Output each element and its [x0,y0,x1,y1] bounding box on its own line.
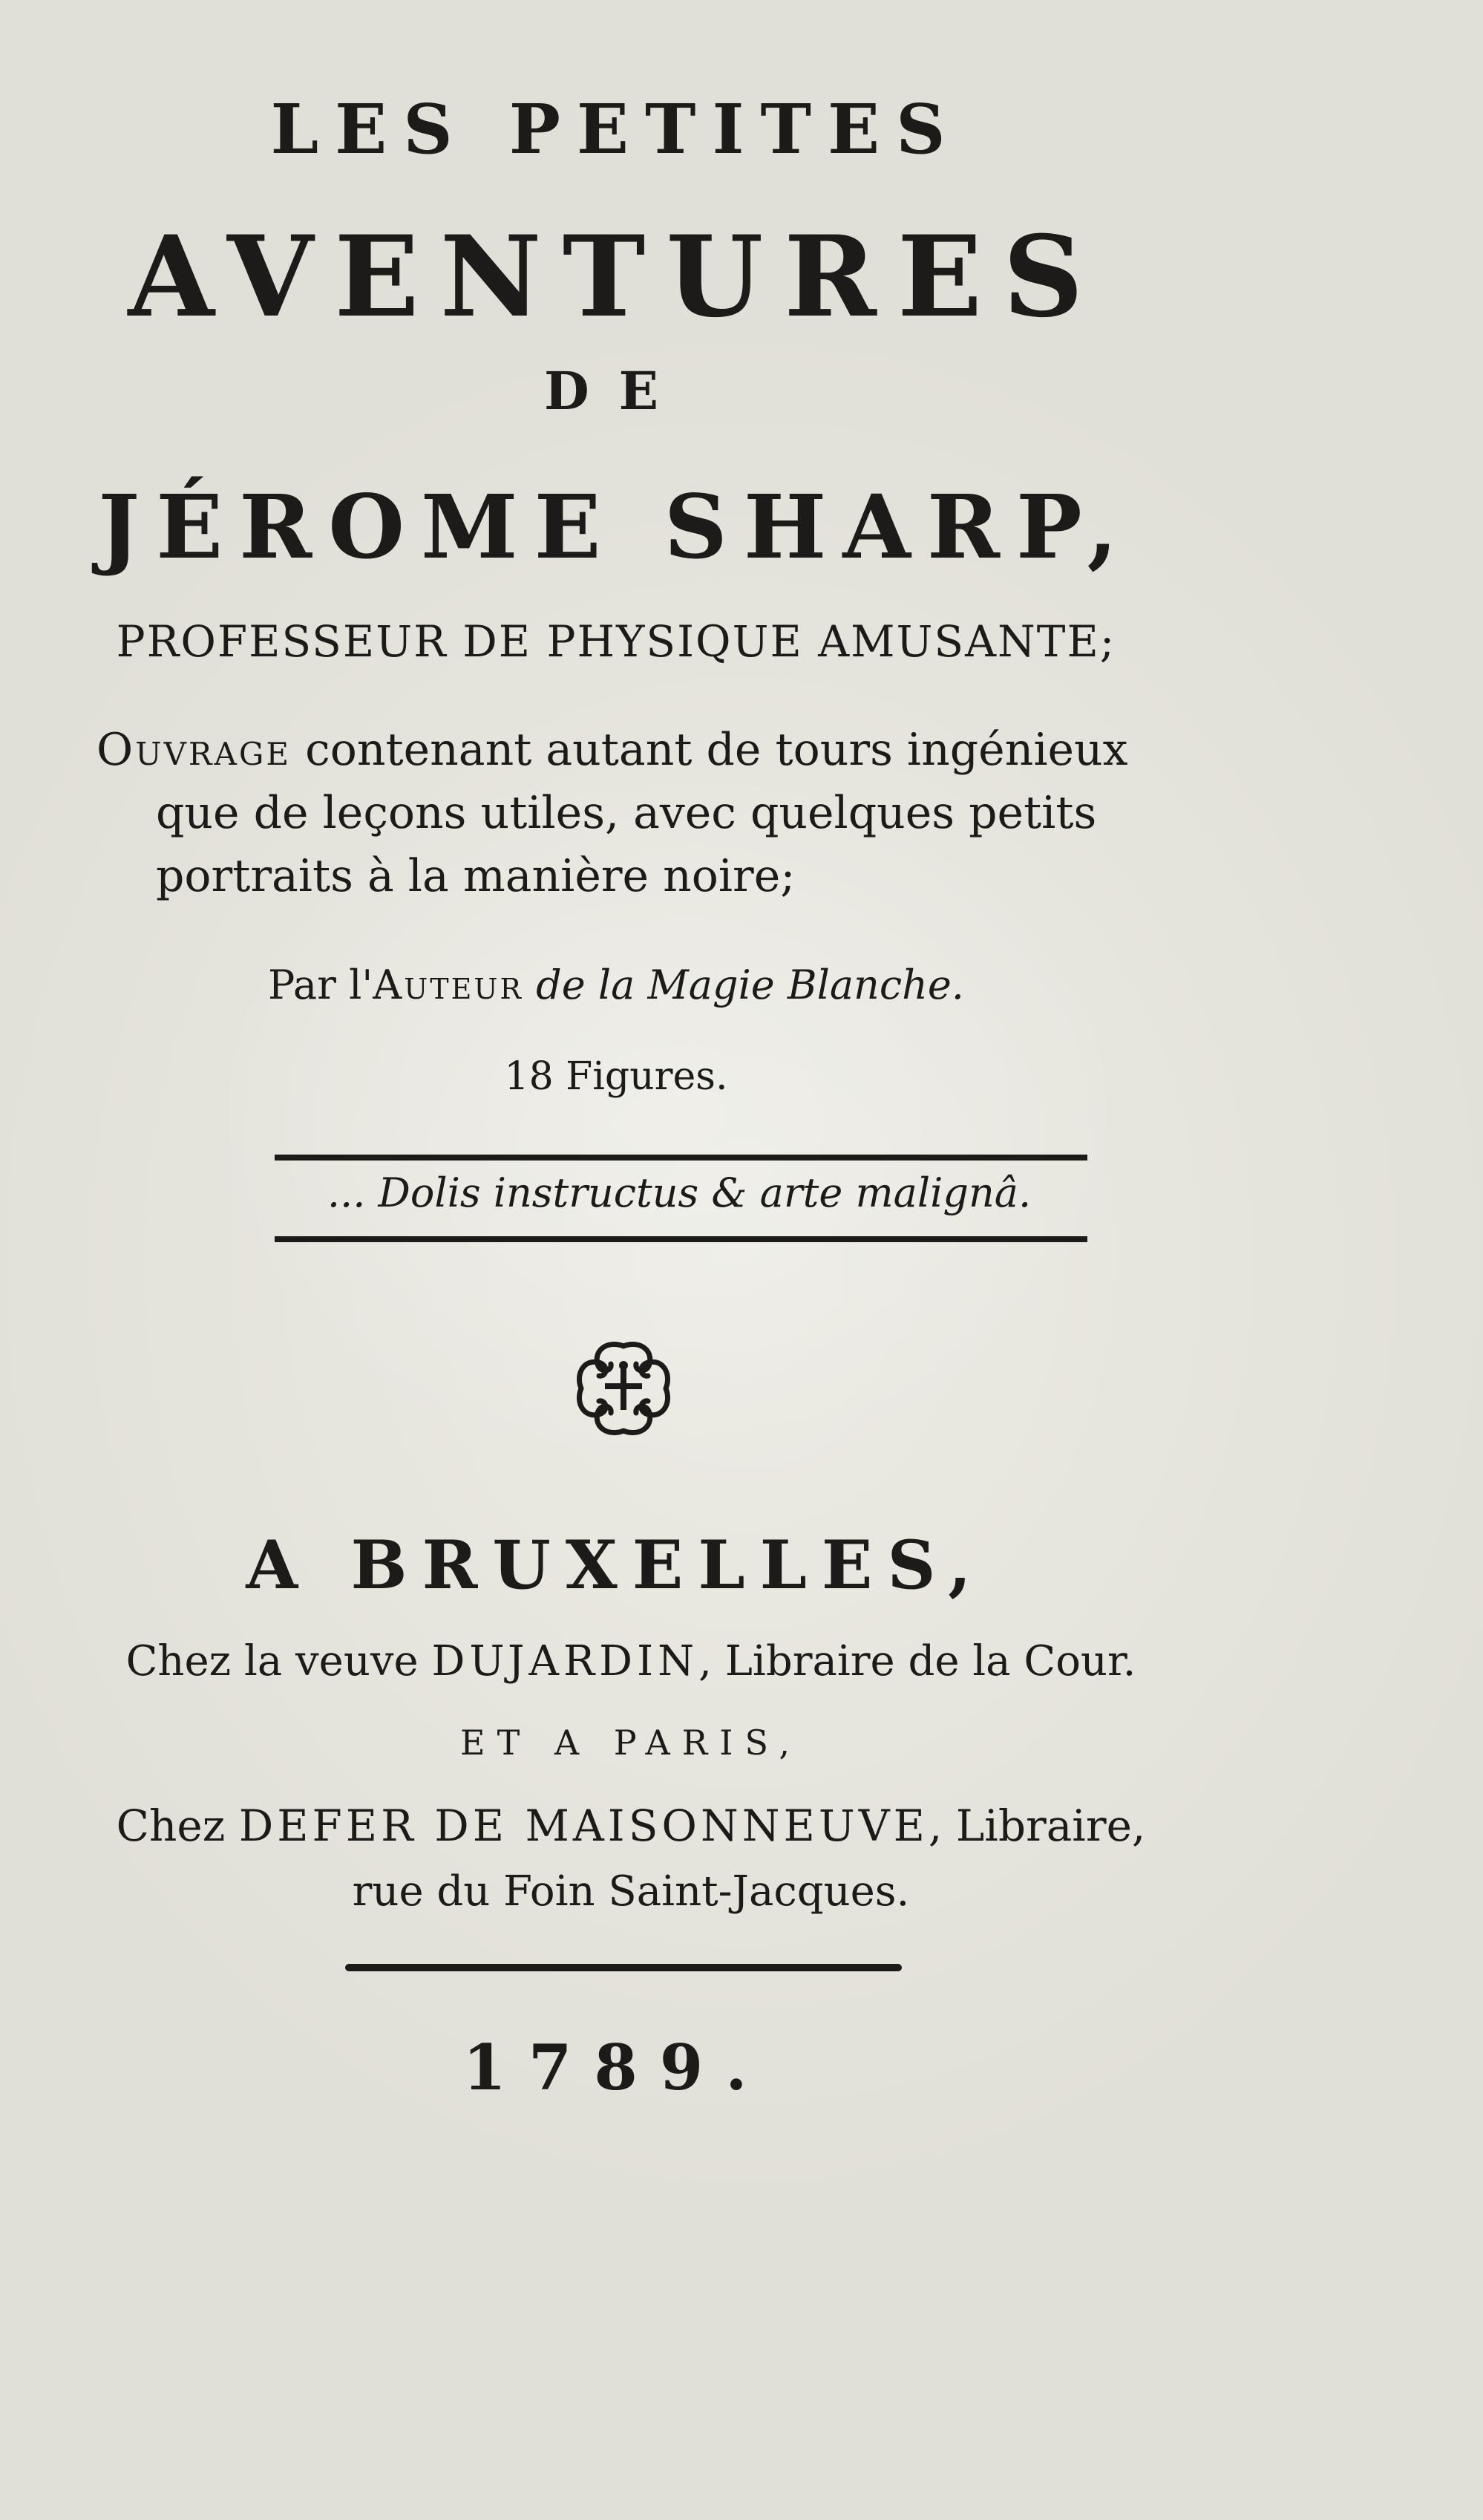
publisher-1-post: , Libraire de la Cour. [698,1637,1136,1685]
motto: ... Dolis instructus & arte malignâ. [327,1169,1032,1216]
author-auteur: Auteur [373,962,523,1008]
publisher-2 [0,1801,1262,1851]
description-ouvrage: Ouvrage [96,724,292,776]
publisher-2-pre: Chez [116,1801,239,1851]
publisher-1 [0,1637,1262,1685]
publisher-1-pre: Chez la veuve [125,1637,432,1685]
and-paris: ET A PARIS, [460,1723,802,1763]
author-rest: de la Magie Blanche. [523,962,964,1008]
fleuron-ornament-icon [568,1333,679,1444]
title-line-1: LES PETITES [270,89,962,169]
subtitle: PROFESSEUR DE PHYSIQUE AMUSANTE; [116,616,1116,667]
author-line [0,962,1232,1008]
publisher-address: rue du Foin Saint-Jacques. [352,1867,910,1916]
description-line-3: portraits à la manière noire; [156,850,796,902]
figures-count: 18 Figures. [504,1054,728,1099]
motto-rule-bottom [275,1236,1087,1242]
publisher-2-name: DEFER DE MAISONNEUVE [238,1801,929,1851]
title-line-2: AVENTURES [128,212,1104,342]
imprint-rule [345,1964,902,1971]
description-line-1-rest: contenant autant de tours ingénieux [291,724,1128,776]
publisher-1-name: DUJARDIN [431,1637,699,1685]
description-line-1 [96,724,1128,776]
publication-year: 1789. [462,2031,770,2104]
imprint-city: A BRUXELLES, [246,1526,986,1605]
title-line-3: DE [543,360,689,422]
title-line-4: JÉROME SHARP, [98,475,1134,578]
author-prefix: Par l' [268,962,373,1008]
motto-rule-top [275,1155,1087,1161]
description-line-2: que de leçons utiles, avec quelques petits [156,787,1097,839]
publisher-2-post: , Libraire, [928,1801,1146,1851]
